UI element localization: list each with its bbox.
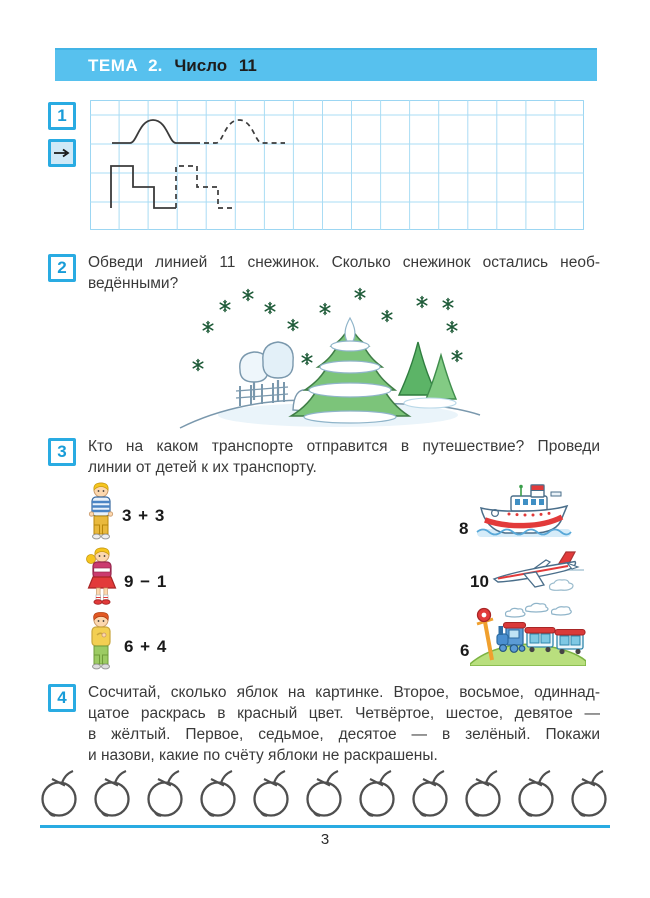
- cloud: [550, 580, 574, 591]
- snowflake[interactable]: [302, 354, 312, 365]
- task3-line2: линии от детей к их транспорту.: [88, 459, 317, 476]
- apple-stem: [433, 771, 444, 783]
- apple-stem: [274, 771, 285, 783]
- task1-tracing-grid[interactable]: [90, 100, 584, 230]
- apple-stem: [168, 771, 179, 783]
- task3-number-badge: [48, 438, 76, 466]
- task3-instruction: [88, 436, 600, 478]
- task4-instruction: [88, 682, 600, 766]
- topic-header: [55, 48, 597, 81]
- apple-stem: [486, 771, 497, 783]
- task4-line2: цатое раскрась в красный цвет. Четвёртое, шестое, девятое —: [88, 705, 600, 722]
- apple-outline[interactable]: [464, 768, 506, 820]
- snowflake[interactable]: [443, 299, 453, 310]
- page-title: Число 11: [174, 55, 257, 75]
- apple-outline[interactable]: [358, 768, 400, 820]
- apple-outline[interactable]: [199, 768, 241, 820]
- expression-3: 6 + 4: [124, 637, 168, 656]
- snowflake[interactable]: [382, 311, 392, 322]
- girl-skirt: [89, 577, 116, 588]
- train-number: 6: [460, 641, 470, 660]
- child-girl-red-skirt[interactable]: [84, 546, 120, 608]
- task4-number: 4: [57, 688, 67, 707]
- task2-number-badge: [48, 254, 76, 282]
- apple-stem: [380, 771, 391, 783]
- task2-number: 2: [57, 258, 67, 277]
- task1-number: 1: [57, 106, 67, 125]
- expression-1: 3 + 3: [122, 506, 166, 525]
- fence: [236, 382, 288, 406]
- locomotive: [497, 623, 526, 653]
- snowflake[interactable]: [265, 303, 275, 314]
- page-number: 3: [320, 831, 330, 848]
- snowflake[interactable]: [193, 360, 203, 371]
- apple-outline[interactable]: [146, 768, 188, 820]
- green-fir-trees: [399, 342, 456, 408]
- expression-2: 9 − 1: [124, 572, 168, 591]
- apple-outline[interactable]: [305, 768, 347, 820]
- snowflake[interactable]: [203, 322, 213, 333]
- apple-outline[interactable]: [411, 768, 453, 820]
- snowflake[interactable]: [288, 320, 298, 331]
- task4-number-badge: [48, 684, 76, 712]
- task3-number: 3: [57, 442, 67, 461]
- task4-line1: Сосчитай, сколько яблок на картинке. Второе, восьмое, одиннад-: [88, 684, 600, 701]
- apple-outline[interactable]: [252, 768, 294, 820]
- task4-line3: в жёлтый. Первое, седьмое, десятое — в зелёный. Покажи: [88, 726, 600, 743]
- airplane-number: 10: [470, 572, 489, 591]
- apple-stem: [221, 771, 232, 783]
- snowflake[interactable]: [320, 304, 330, 315]
- ship[interactable]: [475, 484, 573, 540]
- snowflake[interactable]: [355, 289, 365, 300]
- railway-signal: [477, 609, 493, 661]
- snowflake[interactable]: [452, 351, 462, 362]
- footer-rule: [40, 825, 610, 828]
- task3-line1: Кто на каком транспорте отправится в путешествие? Проведи: [88, 438, 600, 455]
- apple-row: [40, 766, 612, 820]
- apple-stem: [327, 771, 338, 783]
- apple-outline[interactable]: [93, 768, 135, 820]
- task2-line2: ведёнными?: [88, 275, 179, 292]
- train[interactable]: [470, 602, 586, 666]
- ship-number: 8: [459, 519, 469, 538]
- snowflake[interactable]: [220, 301, 230, 312]
- child-boy-yellow-shirt[interactable]: [84, 611, 118, 673]
- apple-stem: [592, 771, 603, 783]
- right-arrow-icon: [54, 148, 70, 158]
- apple-outline[interactable]: [517, 768, 559, 820]
- snowy-spruce-tree: [291, 318, 409, 423]
- child-boy-striped-sweater[interactable]: [84, 481, 118, 543]
- apple-stem: [62, 771, 73, 783]
- snowflake[interactable]: [417, 297, 427, 308]
- topic-label: ТЕМА: [88, 55, 139, 75]
- apple-outline[interactable]: [40, 768, 82, 820]
- task1-number-badge: [48, 102, 76, 130]
- task2-line1: Обведи линией 11 снежинок. Сколько снежинок остались необ-: [88, 254, 600, 271]
- airplane[interactable]: [488, 549, 584, 595]
- smoke-clouds: [506, 603, 572, 617]
- snowflake[interactable]: [447, 322, 457, 333]
- topic-number: 2.: [148, 55, 163, 75]
- task2-winter-scene[interactable]: [178, 282, 482, 432]
- task4-line4: и назови, какие по счёту яблоки не раскрашены.: [88, 747, 438, 764]
- snowflake[interactable]: [243, 290, 253, 301]
- task1-direction-box: [48, 139, 76, 167]
- apple-outline[interactable]: [570, 768, 612, 820]
- apple-stem: [115, 771, 126, 783]
- apple-stem: [539, 771, 550, 783]
